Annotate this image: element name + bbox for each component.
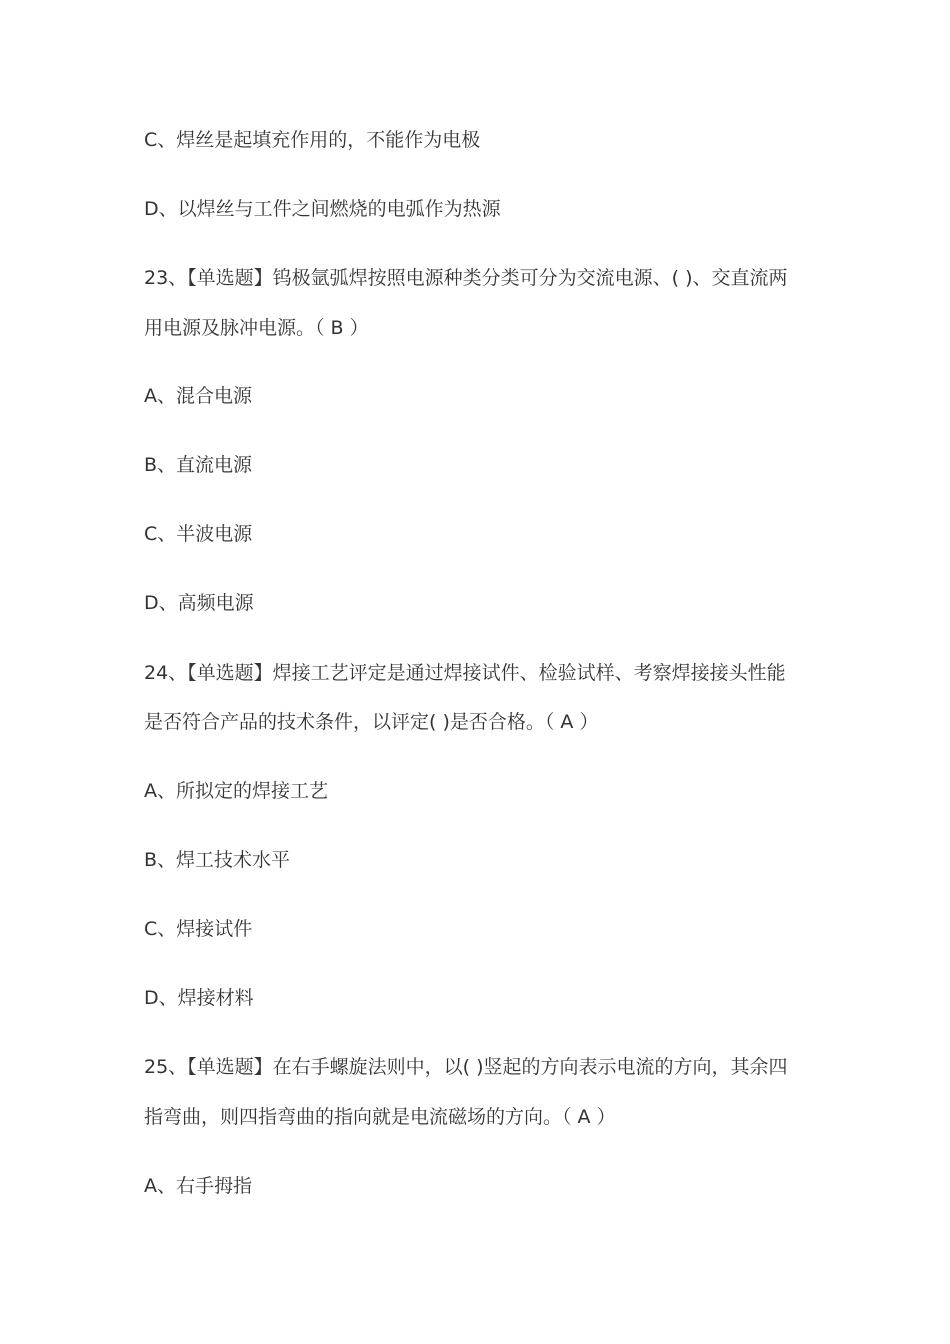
q23-option-c: C、半波电源 — [144, 523, 253, 545]
q24-question-line-2: 是否符合产品的技术条件，以评定( )是否合格。（ A ） — [144, 711, 599, 733]
q25-option-a: A、右手拇指 — [144, 1175, 252, 1197]
q23-question-line-2: 用电源及脉冲电源。（ B ） — [144, 317, 369, 339]
q22-option-d: D、以焊丝与工件之间燃烧的电弧作为热源 — [144, 198, 501, 220]
q25-question-line-2: 指弯曲，则四指弯曲的指向就是电流磁场的方向。（ A ） — [144, 1106, 616, 1128]
q23-option-b: B、直流电源 — [144, 454, 253, 476]
q23-option-a: A、混合电源 — [144, 385, 252, 407]
q24-option-d: D、焊接材料 — [144, 987, 254, 1009]
q24-option-c: C、焊接试件 — [144, 918, 253, 940]
q24-option-b: B、焊工技术水平 — [144, 849, 291, 871]
q23-option-d: D、高频电源 — [144, 592, 254, 614]
q24-question-line-1: 24、【单选题】焊接工艺评定是通过焊接试件、检验试样、考察焊接接头性能 — [144, 662, 786, 684]
q24-option-a: A、所拟定的焊接工艺 — [144, 780, 328, 802]
q22-option-c: C、焊丝是起填充作用的，不能作为电极 — [144, 129, 481, 151]
q25-question-line-1: 25、【单选题】在右手螺旋法则中，以( )竖起的方向表示电流的方向，其余四 — [144, 1056, 788, 1078]
q23-question-line-1: 23、【单选题】钨极氩弧焊按照电源种类分类可分为交流电源、( )、交直流两 — [144, 267, 788, 289]
